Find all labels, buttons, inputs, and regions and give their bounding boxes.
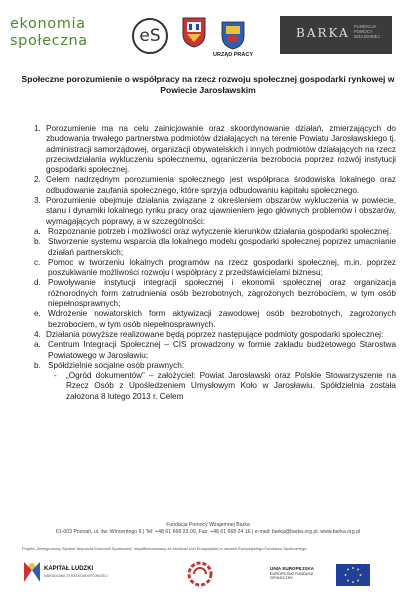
item-text: Porozumienie obejmuje działania związane z określeniem obszarów wykluczenia w powiecie, stanu i dynamiki lokalnego rynku pracy oraz ujawnieniem jego głównych problemów i obszarów, wymagających poprawy, a w szczególności: [46, 196, 396, 226]
urzad-pracy-caption: URZĄD PRACY [212, 52, 254, 58]
barka-name: BARKA [296, 26, 350, 40]
sub-list-4 [28, 340, 396, 402]
ekonomia-emblem-logo [172, 560, 228, 588]
eu-subtitle: EUROPEJSKI FUNDUSZ SPOŁECZNY [270, 572, 314, 581]
kapital-ludzki-logo [22, 560, 112, 588]
list-item [22, 330, 396, 340]
eu-logo [270, 562, 390, 588]
sub-item-text: Powoływanie instytucji integracji społecznej i ekonomii społecznej oraz organizacja różnorodnych form zatrudnienia osób bezrobotnych, zagrożonych bezrobociem, w tym osób niepełnosprawnych; [48, 278, 396, 309]
ekonomia-emblem-icon [172, 560, 228, 588]
list-item [22, 175, 396, 196]
sub-list-3 [28, 227, 396, 330]
sub-list-item [28, 361, 396, 371]
sub-list-item [28, 258, 396, 279]
sub-item-letter: e. [34, 309, 41, 319]
sub-list-item [28, 227, 396, 237]
sub-item-text: Rozpoznanie potrzeb i możliwości oraz wytyczenie kierunków działania gospodarki społecznej. [48, 226, 392, 236]
sub-list-item [28, 309, 396, 330]
list-item [22, 196, 396, 227]
logo-text-line2: społeczna [10, 33, 88, 49]
kapital-ludzki-icon [22, 560, 42, 584]
sub-list-item [28, 278, 396, 309]
item-text: Celem nadrzędnym porozumienia społecznego jest współpraca środowiska lokalnego oraz odbudowanie zaufania społecznego, które sprzyja odbudowaniu kapitału społecznego. [46, 175, 396, 195]
kapital-ludzki-title: KAPITAŁ LUDZKI [44, 566, 94, 572]
item-number: 4. [34, 329, 41, 339]
sub-item-letter: a. [34, 340, 41, 350]
urzad-pracy-logo [210, 18, 256, 58]
ekonomia-spoleczna-logo [10, 16, 128, 56]
item-number: 2. [34, 175, 41, 185]
letterhead [10, 14, 408, 62]
list-item [22, 124, 396, 175]
coat-of-arms-icon [181, 16, 207, 48]
logo-text-line1: ekonomia [10, 16, 86, 32]
item-number: 3. [34, 196, 41, 206]
footer-contact: 61-003 Poznań, ul. św. Wincentego 6 | Tel: +48 61 668 23 00, Fax: +48 61 668 24 16 | e-mail: barka@barka.org.pl, www.barka.org.pl [55, 529, 361, 535]
sub-item-text: Stworzenie systemu wsparcia dla lokalnego modelu gospodarki społecznej poprzez umacnianie działań partnerskich; [48, 237, 396, 257]
sub-item-letter: a. [34, 226, 41, 236]
document-body [22, 124, 396, 402]
sub-list-item [28, 237, 396, 258]
eu-flag-icon [336, 564, 370, 586]
sub-list-item [28, 340, 396, 361]
sub-item-text: Spółdzielnie socjalne osób prawnych: [48, 360, 185, 370]
barka-subtitle: FUNDACJA POMOCY WZAJEMNEJ [354, 24, 380, 39]
sub-item-text: Centrum Integracji Społecznej – CIS prowadzony w formie zakładu budżetowego Starostwa Powiatowego w Jarosławiu; [48, 340, 396, 360]
sub-item-text: Pomoc w tworzeniu lokalnych programów na rzecz gospodarki społecznej, m.in. poprzez poszukiwanie możliwości rozwoju i współpracy z przedstawicielami biznesu; [48, 257, 396, 278]
dash-item-text: „Ogród dokumentów” – założyciel: Powiat Jarosławski oraz Polskie Stowarzyszenie na Rzecz Osób z Upośledzeniem Umysłowym Koło w Jarosławiu. Spółdzielnia została założona 8 lutego 2013 r. Celem [66, 371, 396, 401]
sub-item-letter: b. [34, 360, 41, 370]
project-note: Projekt „Zintegrowany System Wsparcia Ekonomii Społecznej” współfinansowany ze środków Unii Europejskiej w ramach Europejskiego Funduszu Społecznego [22, 546, 307, 551]
kapital-ludzki-subtitle: NARODOWA STRATEGIA SPÓJNOŚCI [44, 574, 108, 578]
funding-logos [22, 558, 394, 590]
document-title: Społeczne porozumienie o współpracy na rzecz rozwoju społecznej gospodarki rynkowej w Powiecie Jarosławskim [21, 74, 395, 95]
sub-item-text: Wdrożenie nowatorskich form aktywizacji zawodowej osób bezrobotnych, zagrożonych bezrobociem, w tym osób niepełnosprawnych. [48, 309, 396, 329]
barka-logo [280, 16, 392, 54]
item-number: 1. [34, 124, 41, 133]
sub-item-letter: c. [34, 257, 41, 267]
sub-item-letter: b. [34, 237, 41, 247]
sub-item-letter: d. [34, 278, 41, 288]
page-footer [0, 522, 416, 536]
item-text: Działania powyższe realizowane będą poprzez następujące podmioty gospodarki społecznej: [46, 329, 384, 339]
es-logo-icon: eS [132, 18, 168, 54]
dash-list-item [48, 371, 396, 402]
footer-org-name: Fundacja Pomocy Wzajemnej Barka [166, 522, 250, 528]
urzad-pracy-icon [210, 18, 256, 50]
item-text: Porozumienie ma na celu zainicjowanie oraz skoordynowanie działań, zmierzających do zbudowania trwałego partnerstwa podmiotów działających na terenie Powiatu Jarosławskiego tj. administracji samorządowej, organizacji obywatelskich i innych podmiotów działających na rzecz przeciwdziałania wykluczeniu społecznemu, ograniczenia bezrobocia poprzez rozwój instytucji gospodarki społecznej. [46, 124, 396, 175]
eu-title: UNIA EUROPEJSKA [270, 566, 314, 571]
dash-marker: - [54, 371, 57, 381]
